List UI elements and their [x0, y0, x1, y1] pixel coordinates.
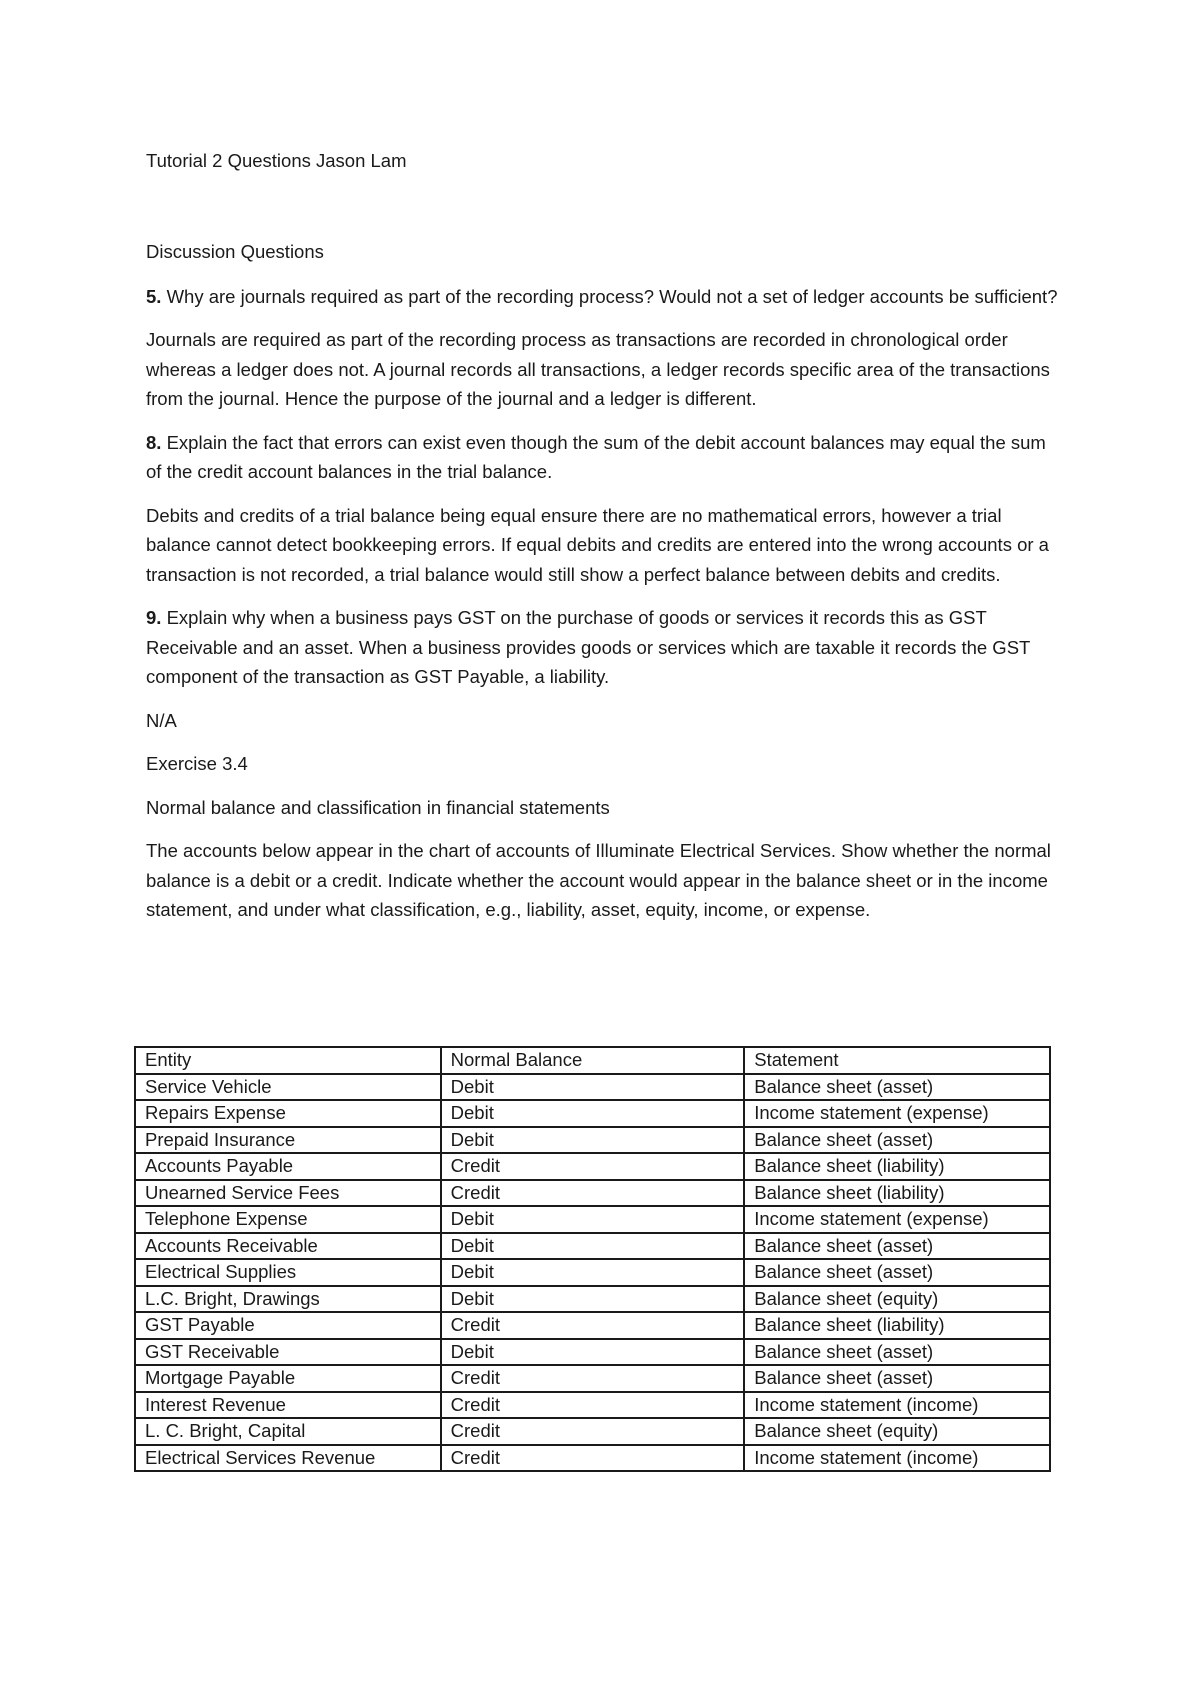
question-text: Explain the fact that errors can exist even though the sum of the debit account balances may equal the sum of the credit account balances in the trial balance.	[146, 431, 1046, 482]
question-number: 5.	[146, 285, 162, 307]
cell-entity: Unearned Service Fees	[135, 1180, 441, 1207]
answer-5: Journals are required as part of the recording process as transactions are recorded in chronological order whereas a ledger does not. A journal records all transactions, a ledger records specific area of the transactions from the journal. Hence the purpose of the journal and a ledger is different.	[146, 329, 1050, 409]
table-row	[135, 1365, 1050, 1392]
exercise-subtitle: Normal balance and classification in financial statements	[146, 796, 610, 818]
header-entity: Entity	[135, 1047, 441, 1074]
cell-statement: Balance sheet (asset)	[744, 1127, 1050, 1154]
table-row	[135, 1127, 1050, 1154]
table-row	[135, 1153, 1050, 1180]
table-row	[135, 1339, 1050, 1366]
answer-9: N/A	[146, 709, 177, 731]
cell-normal-balance: Credit	[441, 1365, 745, 1392]
cell-entity: L.C. Bright, Drawings	[135, 1286, 441, 1313]
cell-entity: GST Receivable	[135, 1339, 441, 1366]
discussion-heading: Discussion Questions	[146, 241, 324, 262]
answer-8: Debits and credits of a trial balance being equal ensure there are no mathematical errors, however a trial balance cannot detect bookkeeping errors. If equal debits and credits are entered into the wrong accounts or a transaction is not recorded, a trial balance would still show a perfect balance between debits and credits.	[146, 504, 1049, 585]
cell-normal-balance: Debit	[441, 1127, 745, 1154]
cell-statement: Balance sheet (equity)	[744, 1286, 1050, 1313]
cell-normal-balance: Debit	[441, 1259, 745, 1286]
table-row	[135, 1259, 1050, 1286]
cell-entity: Prepaid Insurance	[135, 1127, 441, 1154]
cell-entity: Service Vehicle	[135, 1074, 441, 1101]
cell-normal-balance: Credit	[441, 1180, 745, 1207]
exercise-heading: Exercise 3.4	[146, 753, 248, 774]
question-9	[146, 603, 1066, 692]
table-row	[135, 1233, 1050, 1260]
table-row	[135, 1100, 1050, 1127]
header-statement: Statement	[744, 1047, 1050, 1074]
cell-normal-balance: Credit	[441, 1418, 745, 1445]
cell-statement: Balance sheet (asset)	[744, 1259, 1050, 1286]
question-number: 8.	[146, 431, 162, 453]
question-number: 9.	[146, 607, 162, 628]
cell-statement: Balance sheet (liability)	[744, 1180, 1050, 1207]
cell-entity: Mortgage Payable	[135, 1365, 441, 1392]
table-row	[135, 1286, 1050, 1313]
cell-entity: Interest Revenue	[135, 1392, 441, 1419]
table-row	[135, 1392, 1050, 1419]
document-title: Tutorial 2 Questions Jason Lam	[146, 150, 407, 171]
cell-normal-balance: Credit	[441, 1445, 745, 1472]
table-header-row	[135, 1047, 1050, 1074]
question-text: Explain why when a business pays GST on the purchase of goods or services it records this as GST Receivable and an asset. When a business provides goods or services which are taxable it records the GST component of the transaction as GST Payable, a liability.	[146, 607, 1031, 687]
cell-entity: Repairs Expense	[135, 1100, 441, 1127]
cell-statement: Balance sheet (liability)	[744, 1312, 1050, 1339]
cell-normal-balance: Debit	[441, 1339, 745, 1366]
accounts-table-wrapper	[134, 1046, 1051, 1472]
cell-normal-balance: Debit	[441, 1100, 745, 1127]
cell-entity: Accounts Receivable	[135, 1233, 441, 1260]
cell-statement: Balance sheet (asset)	[744, 1074, 1050, 1101]
cell-normal-balance: Credit	[441, 1392, 745, 1419]
cell-entity: Accounts Payable	[135, 1153, 441, 1180]
cell-statement: Income statement (expense)	[744, 1100, 1050, 1127]
cell-normal-balance: Credit	[441, 1153, 745, 1180]
cell-normal-balance: Debit	[441, 1206, 745, 1233]
cell-entity: Electrical Supplies	[135, 1259, 441, 1286]
table-row	[135, 1312, 1050, 1339]
cell-statement: Balance sheet (liability)	[744, 1153, 1050, 1180]
cell-entity: GST Payable	[135, 1312, 441, 1339]
cell-statement: Balance sheet (equity)	[744, 1418, 1050, 1445]
exercise-instructions: The accounts below appear in the chart of accounts of Illuminate Electrical Services. Show whether the normal balance is a debit or a credit. Indicate whether the account would appear in the balance sheet or in the income statement, and under what classification, e.g., liability, asset, equity, income, or expense.	[146, 840, 1051, 920]
question-text: Why are journals required as part of the recording process? Would not a set of ledger accounts be sufficient?	[161, 285, 1058, 307]
cell-statement: Balance sheet (asset)	[744, 1339, 1050, 1366]
table-row	[135, 1445, 1050, 1472]
cell-entity: Electrical Services Revenue	[135, 1445, 441, 1472]
table-row	[135, 1418, 1050, 1445]
cell-normal-balance: Debit	[441, 1286, 745, 1313]
document-body	[146, 146, 1066, 925]
cell-statement: Income statement (income)	[744, 1392, 1050, 1419]
table-row	[135, 1074, 1050, 1101]
cell-statement: Balance sheet (asset)	[744, 1233, 1050, 1260]
cell-statement: Balance sheet (asset)	[744, 1365, 1050, 1392]
question-8	[146, 428, 1066, 487]
cell-statement: Income statement (expense)	[744, 1206, 1050, 1233]
table-row	[135, 1206, 1050, 1233]
cell-normal-balance: Debit	[441, 1074, 745, 1101]
cell-entity: L. C. Bright, Capital	[135, 1418, 441, 1445]
cell-entity: Telephone Expense	[135, 1206, 441, 1233]
cell-normal-balance: Debit	[441, 1233, 745, 1260]
cell-normal-balance: Credit	[441, 1312, 745, 1339]
accounts-table	[134, 1046, 1051, 1472]
cell-statement: Income statement (income)	[744, 1445, 1050, 1472]
question-5	[146, 282, 1066, 312]
table-row	[135, 1180, 1050, 1207]
header-normal-balance: Normal Balance	[441, 1047, 745, 1074]
